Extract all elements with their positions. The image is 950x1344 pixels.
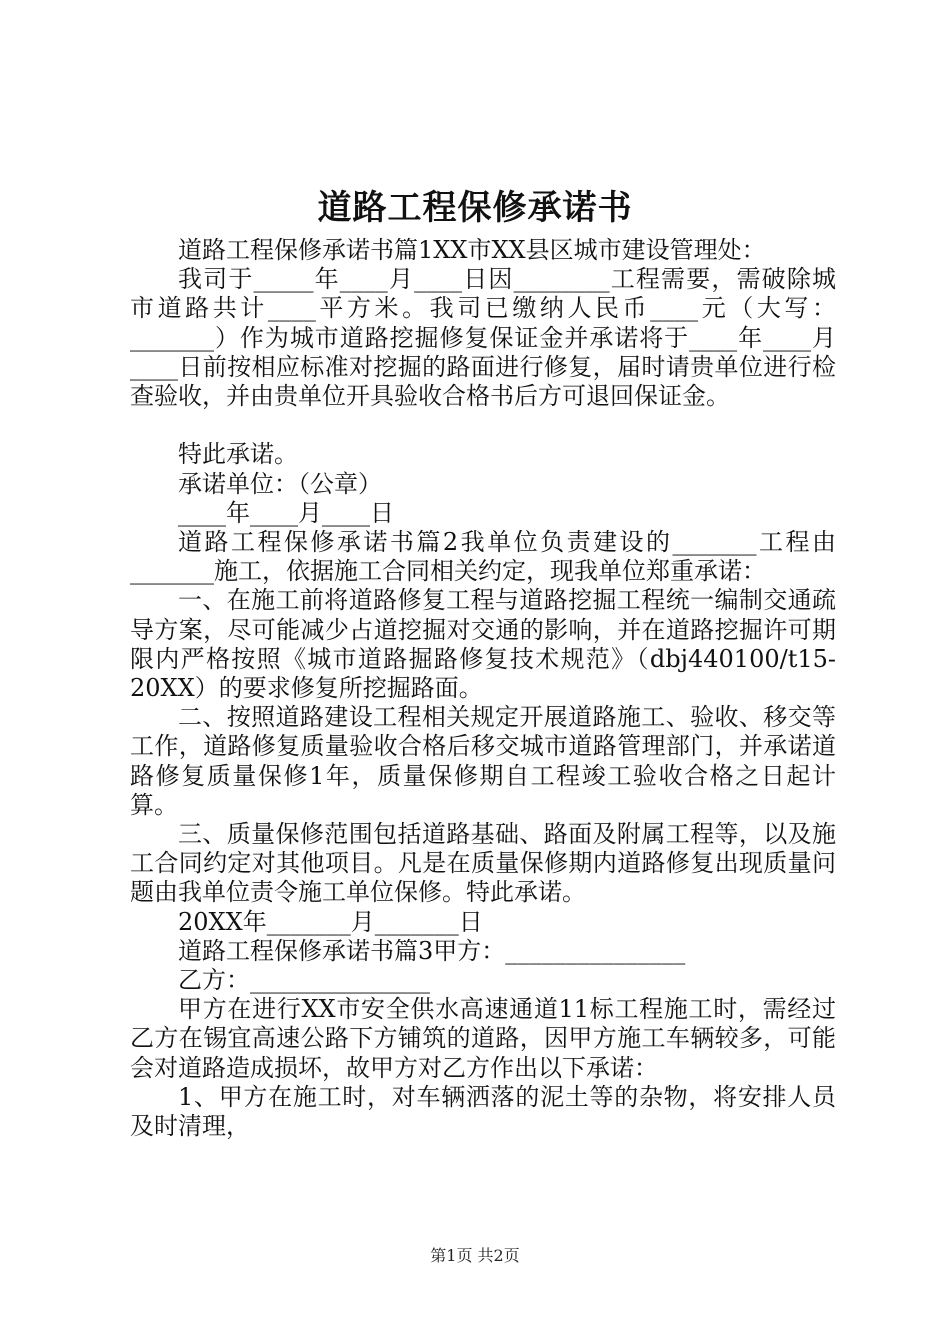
- paragraph-14: 1、甲方在施工时，对车辆洒落的泥土等的杂物，将安排人员及时清理，: [130, 1082, 836, 1141]
- paragraph-11: 道路工程保修承诺书篇3甲方：_______________: [178, 936, 686, 965]
- paragraph-7: 一、在施工前将道路修复工程与道路挖掘工程统一编制交通疏导方案，尽可能减少占道挖掘对交通的影响，并在道路挖掘许可期限内严格按照《城市道路掘路修复技术规范》（dbj440100/t15-20XX）的要求修复所挖掘路面。: [130, 586, 836, 703]
- paragraph-12: 乙方：_______________: [178, 966, 430, 995]
- paragraph-9: 三、质量保修范围包括道路基础、路面及附属工程等，以及施工合同约定对其他项目。凡是在质量保修期内道路修复出现质量问题由我单位责令施工单位保修。特此承诺。: [130, 820, 836, 907]
- paragraph-10: 20XX年_______月_______日: [178, 907, 483, 936]
- paragraph-4: 承诺单位：（公章）: [178, 469, 382, 498]
- paragraph-8: 二、按照道路建设工程相关规定开展道路施工、验收、移交等工作，道路修复质量验收合格后移交城市道路管理部门，并承诺道路修复质量保修1年，质量保修期自工程竣工验收合格之日起计算。: [130, 703, 836, 819]
- paragraph-13: 甲方在进行XX市安全供水高速通道11标工程施工时，需经过乙方在锡宜高速公路下方铺筑的道路，因甲方施工车辆较多，可能会对道路造成损坏，故甲方对乙方作出以下承诺：: [130, 995, 836, 1082]
- page-footer: 第1页 共2页: [430, 1246, 520, 1265]
- paragraph-6: 道路工程保修承诺书篇2我单位负责建设的_______工程由_______施工，依据施工合同相关约定，现我单位郑重承诺：: [130, 528, 836, 586]
- paragraph-2: 我司于_____年____月____日因________工程需要，需破除城市道路共计____平方米。我司已缴纳人民币____元（大写：_______）作为城市道路挖掘修复保证金并承诺将于____年____月____日前按相应标准对挖掘的路面进行修复，届时请贵单位进行检查验收，并由贵单位开具验收合格书后方可退回保证金。: [130, 265, 836, 411]
- paragraph-3: 特此承诺。: [178, 440, 298, 469]
- document-body: [130, 236, 836, 1141]
- document-title: 道路工程保修承诺书: [317, 188, 633, 228]
- paragraph-5: ____年____月____日: [178, 498, 394, 527]
- paragraph-1: 道路工程保修承诺书篇1XX市XX县区城市建设管理处：: [178, 236, 766, 264]
